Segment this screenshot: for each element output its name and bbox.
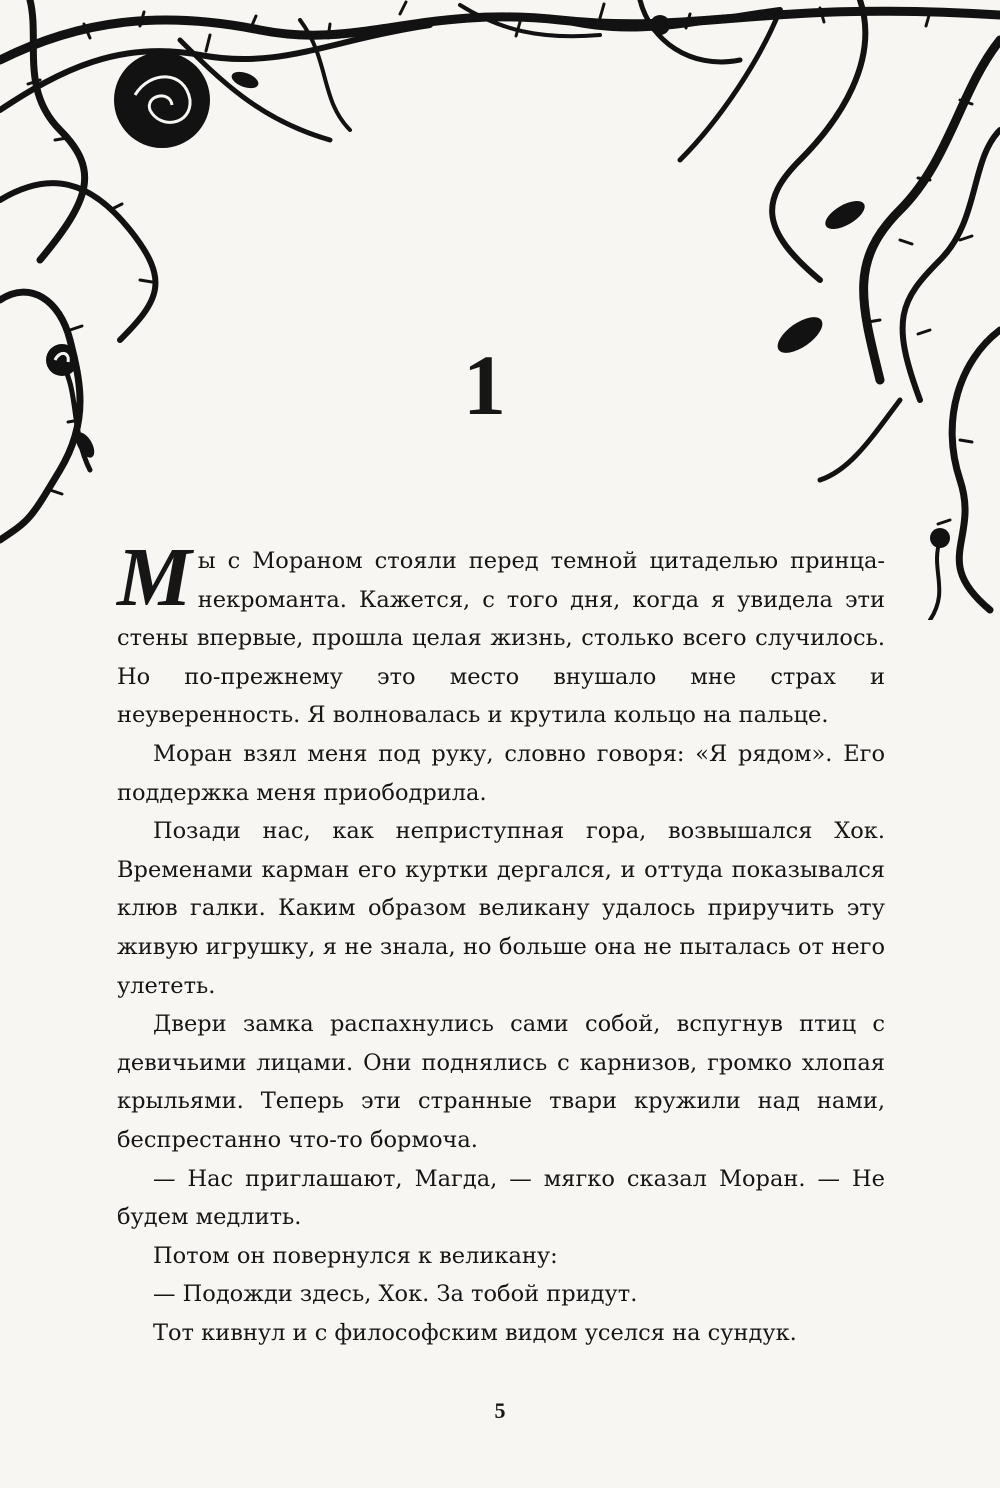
paragraph: — Подожди здесь, Хок. За тобой придут. — [153, 1281, 638, 1308]
paragraph: — Нас приглашают, Магда, — мягко сказал Моран. — Не будем медлить. — [117, 1165, 885, 1231]
paragraph: Позади нас, как неприступная гора, возвышался Хок. Временами карман его куртки дергался, и оттуда показывался клюв галки. Каким образом великану удалось приручить эту живую игрушку, я не знала, но больше она не пыталась от него улететь. — [117, 818, 885, 999]
paragraph: Мы с Мораном стояли перед темной цитаделью принца-некроманта. Кажется, с того дня, когда я увидела эти стены впервые, прошла целая жизнь, столько всего случилось. Но по-прежнему это место внушало мне страх и неуверенность. Я волновалась и крутила кольцо на пальце. — [117, 531, 885, 729]
paragraph: Моран взял меня под руку, словно говоря: «Я рядом». Его поддержка меня приободрила. — [117, 740, 885, 806]
thorny-rose-vine-border — [0, 0, 1000, 624]
paragraph: Потом он повернулся к великану: — [153, 1242, 558, 1269]
drop-cap: М — [117, 531, 192, 624]
paragraph: Двери замка распахнулись сами собой, вспугнув птиц с девичьими лицами. Они поднялись с карнизов, громко хлопая крыльями. Теперь эти странные твари кружили над нами, беспрестанно что-то бормоча. — [117, 1011, 885, 1153]
chapter-body-text — [117, 531, 885, 1352]
chapter-number: 1 — [463, 337, 506, 433]
paragraph: Тот кивнул и с философским видом уселся на сундук. — [153, 1319, 797, 1346]
page-number: 5 — [494, 1398, 506, 1423]
